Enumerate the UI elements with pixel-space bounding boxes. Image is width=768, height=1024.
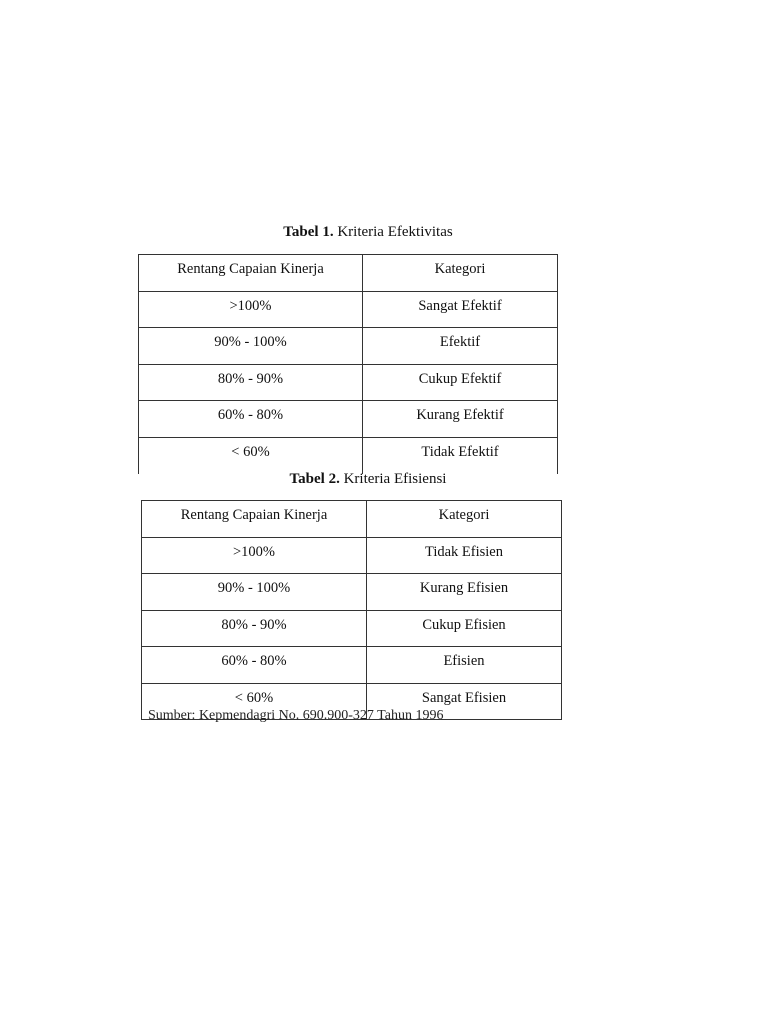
header-cell: Rentang Capaian Kinerja <box>139 255 363 292</box>
range-cell: 90% - 100% <box>139 328 363 365</box>
category-cell: Sangat Efektif <box>363 291 558 328</box>
table2-caption-title: Kriteria Efisiensi <box>339 471 447 487</box>
table-row <box>139 401 558 438</box>
table-header-row <box>142 501 562 538</box>
range-cell: 80% - 90% <box>139 364 363 401</box>
table-row <box>139 364 558 401</box>
table-row <box>142 647 562 684</box>
range-cell: 60% - 80% <box>139 401 363 438</box>
header-cell: Kategori <box>363 255 558 292</box>
category-cell: Kurang Efisien <box>367 574 562 611</box>
table-row <box>142 537 562 574</box>
category-cell: Efisien <box>367 647 562 684</box>
range-cell: 60% - 80% <box>142 647 367 684</box>
source-text: Sumber: Kepmendagri No. 690.900-327 Tahun 1996 <box>148 708 444 723</box>
table-row <box>139 437 558 474</box>
table-header-row <box>139 255 558 292</box>
efficiency-criteria-table <box>141 500 562 720</box>
source-note <box>148 708 548 723</box>
table1-caption-label: Tabel 1. <box>283 224 334 240</box>
table-row <box>139 328 558 365</box>
table2-caption <box>0 470 752 488</box>
category-cell: Cukup Efektif <box>363 364 558 401</box>
table1-caption-title: Kriteria Efektivitas <box>333 224 453 240</box>
range-cell: >100% <box>142 537 367 574</box>
header-cell: Rentang Capaian Kinerja <box>142 501 367 538</box>
category-cell: Sangat Efisien <box>367 683 562 720</box>
range-cell: 90% - 100% <box>142 574 367 611</box>
category-cell: Tidak Efisien <box>367 537 562 574</box>
category-cell: Tidak Efektif <box>363 437 558 474</box>
range-cell: 80% - 90% <box>142 610 367 647</box>
table1-caption <box>0 223 752 241</box>
table-row <box>142 574 562 611</box>
table-row <box>139 291 558 328</box>
range-cell: < 60% <box>139 437 363 474</box>
category-cell: Cukup Efisien <box>367 610 562 647</box>
range-cell: >100% <box>139 291 363 328</box>
table-row <box>142 610 562 647</box>
range-cell: < 60% <box>142 683 367 720</box>
header-cell: Kategori <box>367 501 562 538</box>
category-cell: Kurang Efektif <box>363 401 558 438</box>
category-cell: Efektif <box>363 328 558 365</box>
effectiveness-criteria-table <box>138 254 558 474</box>
table2-caption-label: Tabel 2. <box>289 471 340 487</box>
